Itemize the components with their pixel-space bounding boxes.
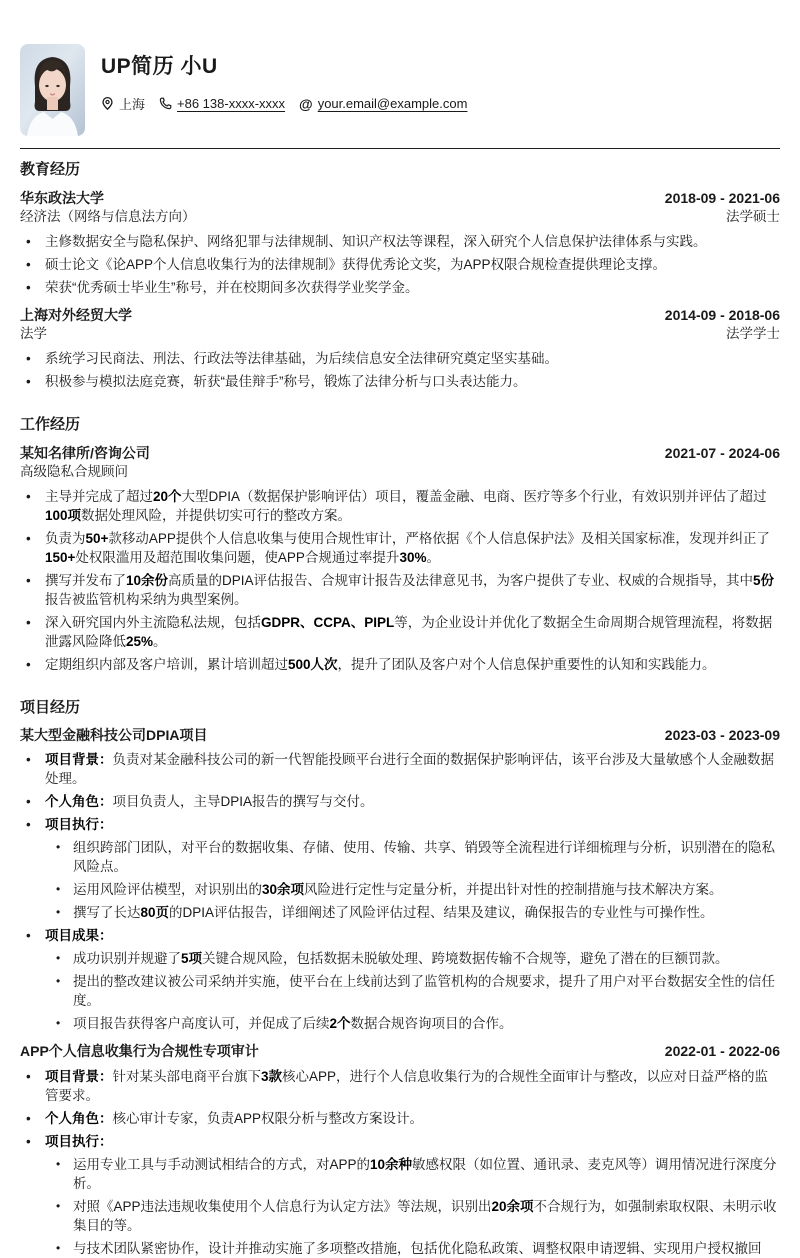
bullet-text-segment: 对照《APP违法违规收集使用个人信息行为认定方法》等法规，识别出: [73, 1198, 492, 1214]
bullet-text-segment: 数据合规咨询项目的合作。: [350, 1016, 513, 1032]
entry-heading: 某知名律所/咨询公司: [20, 444, 150, 461]
bullet-item: [20, 750, 780, 788]
profile-photo: [20, 44, 85, 136]
bullet-text-segment: 处权限滥用及超范围收集问题，使APP合规通过率提升: [75, 549, 400, 565]
entry-header-row: [20, 1043, 780, 1059]
bullet-text-segment: 深入研究国内外主流隐私法规，包括: [45, 614, 261, 630]
phone-item: [159, 96, 285, 111]
bullet-item: [20, 1239, 780, 1258]
bullet-item: [20, 1109, 780, 1128]
profile-photo-illustration: [20, 44, 85, 136]
bullet-text-segment: 报告被监管机构采纳为典型案例。: [45, 591, 248, 607]
location-text: 上海: [119, 97, 146, 113]
bullet-text-segment: 定期组织内部及客户培训，累计培训超过: [45, 656, 288, 672]
bullet-item: [20, 880, 780, 899]
resume-header: [20, 0, 780, 136]
email-link[interactable]: your.email@example.com: [317, 96, 468, 112]
entry-degree: 法学硕士: [726, 208, 780, 224]
bullet-text-segment: 积极参与模拟法庭竞赛，斩获“最佳辩手”称号，锻炼了法律分析与口头表达能力。: [45, 374, 527, 390]
location-item: [101, 94, 145, 113]
bullet-text-segment: 150+: [45, 549, 76, 565]
bullet-text-segment: 负责为: [45, 530, 86, 546]
entry-role: 高级隐私合规顾问: [20, 463, 128, 479]
bullet-text-segment: 10余种: [370, 1156, 413, 1172]
entry-heading: APP个人信息收集行为合规性专项审计: [20, 1043, 259, 1060]
bullet-item: [20, 972, 780, 1010]
bullet-item: [20, 232, 780, 251]
contact-row: [101, 94, 467, 113]
entry-subheader-row: [20, 464, 780, 480]
entry-date: 2023-03 - 2023-09: [664, 727, 780, 744]
bullet-item: [20, 903, 780, 922]
bullet-text-segment: 80页: [140, 905, 170, 921]
bullet-item: [20, 838, 780, 876]
bullet-text-segment: 个人角色：: [45, 1110, 113, 1126]
bullet-item: [20, 613, 780, 651]
section-work: [20, 415, 780, 674]
bullet-item: [20, 349, 780, 368]
bullet-text-segment: 30余项: [262, 882, 305, 898]
bullet-text-segment: 数据处理风险，并提供切实可行的整改方案。: [81, 507, 352, 523]
bullet-text-segment: 项目执行：: [45, 817, 113, 833]
phone-icon: [159, 97, 172, 110]
bullet-text-segment: 主修数据安全与隐私保护、网络犯罪与法律规制、知识产权法等课程，深入研究个人信息保护法律体系与实践。: [45, 233, 707, 249]
entry-header-row: [20, 445, 780, 461]
bullet-text-segment: 。: [426, 549, 440, 565]
bullet-item: [20, 487, 780, 525]
bullet-text-segment: 。: [153, 633, 167, 649]
bullet-item: [20, 949, 780, 968]
phone-link[interactable]: +86 138-xxxx-xxxx: [177, 96, 286, 112]
bullet-item: [20, 926, 780, 945]
bullet-text-segment: 50+: [85, 530, 109, 546]
entry-subheader-row: [20, 209, 780, 225]
bullet-text-segment: 运用专业工具与手动测试相结合的方式，对APP的: [73, 1156, 371, 1172]
map-pin-icon: [101, 96, 114, 111]
bullet-item: [20, 571, 780, 609]
section-title: 工作经历: [20, 416, 81, 434]
bullet-item: [20, 255, 780, 274]
bullet-text-segment: 撰写并发布了: [45, 572, 126, 588]
section-education: [20, 160, 780, 391]
bullet-text-segment: 项目报告获得客户高度认可，并促成了后续: [73, 1016, 330, 1032]
entry-heading: 某大型金融科技公司DPIA项目: [20, 727, 208, 744]
bullet-text-segment: 20个: [153, 488, 182, 504]
bullet-text-segment: 项目负责人，主导DPIA报告的撰写与交付。: [112, 794, 374, 810]
bullet-text-segment: 20余项: [491, 1198, 534, 1214]
entry-role: 经济法（网络与信息法方向）: [20, 208, 196, 224]
bullet-item: [20, 1197, 780, 1235]
entry: [20, 307, 780, 391]
bullet-text-segment: 项目背景：: [45, 752, 113, 768]
bullet-text-segment: 3款: [261, 1068, 283, 1084]
entry-date: 2022-01 - 2022-06: [664, 1043, 780, 1060]
bullet-item: [20, 655, 780, 674]
section-projects: [20, 698, 780, 1258]
bullet-text-segment: 项目执行：: [45, 1133, 113, 1149]
bullet-text-segment: 硕士论文《论APP个人信息收集行为的法律规制》获得优秀论文奖，为APP权限合规检查提供理论支撑。: [45, 256, 667, 272]
entry-subheader-row: [20, 326, 780, 342]
bullet-text-segment: 荣获“优秀硕士毕业生”称号，并在校期间多次获得学业奖学金。: [45, 279, 419, 295]
bullet-text-segment: 主导并完成了超过: [45, 488, 153, 504]
bullet-item: [20, 1014, 780, 1033]
bullet-text-segment: 款移动APP提供个人信息收集与使用合规性审计，严格依据《个人信息保护法》及相关国家标准，发现并纠正了: [108, 530, 770, 546]
bullet-text-segment: 风险进行定性与定量分析，并提出针对性的控制措施与技术解决方案。: [304, 882, 723, 898]
candidate-name: UP简历 小U: [101, 55, 218, 78]
entry-heading: 华东政法大学: [20, 189, 104, 206]
bullet-text-segment: 提出的整改建议被公司采纳并实施，使平台在上线前达到了监管机构的合规要求，提升了用户对平台数据安全性的信任度。: [73, 974, 775, 1009]
bullet-list: [20, 349, 780, 391]
bullet-text-segment: 撰写了长达: [73, 905, 141, 921]
bullet-text-segment: 核心APP，进行个人信息收集行为的合规性全面审计与整改，以应对日益严格的监管要求。: [45, 1068, 769, 1103]
bullet-text-segment: 组织跨部门团队，对平台的数据收集、存储、使用、传输、共享、销毁等全流程进行详细梳理与分析，识别潜在的隐私风险点。: [73, 840, 775, 875]
entry-date: 2014-09 - 2018-06: [664, 306, 780, 323]
section-title: 项目经历: [20, 698, 81, 716]
bullet-list: [20, 750, 780, 1033]
entry-role: 法学: [20, 325, 47, 341]
bullet-text-segment: GDPR、CCPA、PIPL: [261, 614, 395, 630]
bullet-text-segment: 等，为企业设计并优化了数据全生命周期合规管理流程，将数据泄露风险降低: [45, 614, 773, 649]
bullet-text-segment: 5项: [181, 951, 203, 967]
entry: [20, 727, 780, 1033]
entry: [20, 1043, 780, 1257]
entry-degree: 法学学士: [726, 325, 780, 341]
bullet-item: [20, 792, 780, 811]
email-item: [299, 96, 467, 111]
resume-body: [20, 160, 780, 1258]
bullet-list: [20, 487, 780, 674]
section-title: 教育经历: [20, 161, 81, 178]
bullet-item: [20, 1155, 780, 1193]
bullet-text-segment: 核心审计专家，负责APP权限分析与整改方案设计。: [112, 1110, 424, 1126]
header-divider: [20, 148, 780, 149]
bullet-text-segment: 运用风险评估模型，对识别出的: [73, 882, 262, 898]
bullet-text-segment: 负责对某金融科技公司的新一代智能投顾平台进行全面的数据保护影响评估，该平台涉及大量敏感个人金融数据处理。: [45, 752, 774, 787]
bullet-text-segment: 敏感权限（如位置、通讯录、麦克风等）调用情况进行深度分析。: [73, 1156, 777, 1191]
bullet-text-segment: 10余份: [126, 572, 169, 588]
bullet-text-segment: 25%: [126, 633, 154, 649]
bullet-list: [20, 1067, 780, 1258]
bullet-text-segment: 30%: [399, 549, 427, 565]
bullet-text-segment: 针对某头部电商平台旗下: [112, 1068, 261, 1084]
bullet-item: [20, 1067, 780, 1105]
bullet-item: [20, 815, 780, 834]
bullet-text-segment: 的DPIA评估报告，详细阐述了风险评估过程、结果及建议，确保报告的专业性与可操作性。: [169, 905, 714, 921]
bullet-text-segment: 500人次: [288, 656, 338, 672]
bullet-text-segment: 2个: [329, 1016, 351, 1032]
entry-header-row: [20, 190, 780, 206]
entry: [20, 190, 780, 297]
bullet-item: [20, 1132, 780, 1151]
entry: [20, 445, 780, 674]
bullet-text-segment: 5份: [753, 572, 775, 588]
bullet-text-segment: 与技术团队紧密协作，设计并推动实施了多项整改措施，包括优化隐私政策、调整权限申请逻辑、实现用户授权撤回: [73, 1240, 762, 1256]
at-sign-icon: @: [299, 95, 313, 112]
bullet-text-segment: ，提升了团队及客户对个人信息保护重要性的认知和实践能力。: [337, 656, 716, 672]
entry-date: 2018-09 - 2021-06: [664, 189, 780, 206]
bullet-text-segment: 个人角色：: [45, 794, 113, 810]
bullet-text-segment: 大型DPIA（数据保护影响评估）项目，覆盖金融、电商、医疗等多个行业，有效识别并评估了超过: [181, 488, 767, 504]
bullet-text-segment: 关键合规风险，包括数据未脱敏处理、跨境数据传输不合规等，避免了潜在的巨额罚款。: [202, 951, 729, 967]
entry-heading: 上海对外经贸大学: [20, 306, 132, 323]
bullet-item: [20, 529, 780, 567]
entry-header-row: [20, 307, 780, 323]
bullet-text-segment: 成功识别并规避了: [73, 951, 181, 967]
bullet-text-segment: 系统学习民商法、刑法、行政法等法律基础，为后续信息安全法律研究奠定坚实基础。: [45, 351, 558, 367]
entry-header-row: [20, 727, 780, 743]
bullet-text-segment: 高质量的DPIA评估报告、合规审计报告及法律意见书，为客户提供了专业、权威的合规指导，其中: [168, 572, 754, 588]
bullet-list: [20, 232, 780, 297]
entry-date: 2021-07 - 2024-06: [664, 444, 780, 461]
header-text: [101, 44, 467, 113]
bullet-text-segment: 不合规行为，如强制索取权限、未明示收集目的等。: [73, 1198, 777, 1233]
bullet-item: [20, 372, 780, 391]
bullet-text-segment: 项目背景：: [45, 1068, 113, 1084]
bullet-text-segment: 项目成果：: [45, 928, 113, 944]
bullet-text-segment: 100项: [45, 507, 82, 523]
bullet-item: [20, 278, 780, 297]
